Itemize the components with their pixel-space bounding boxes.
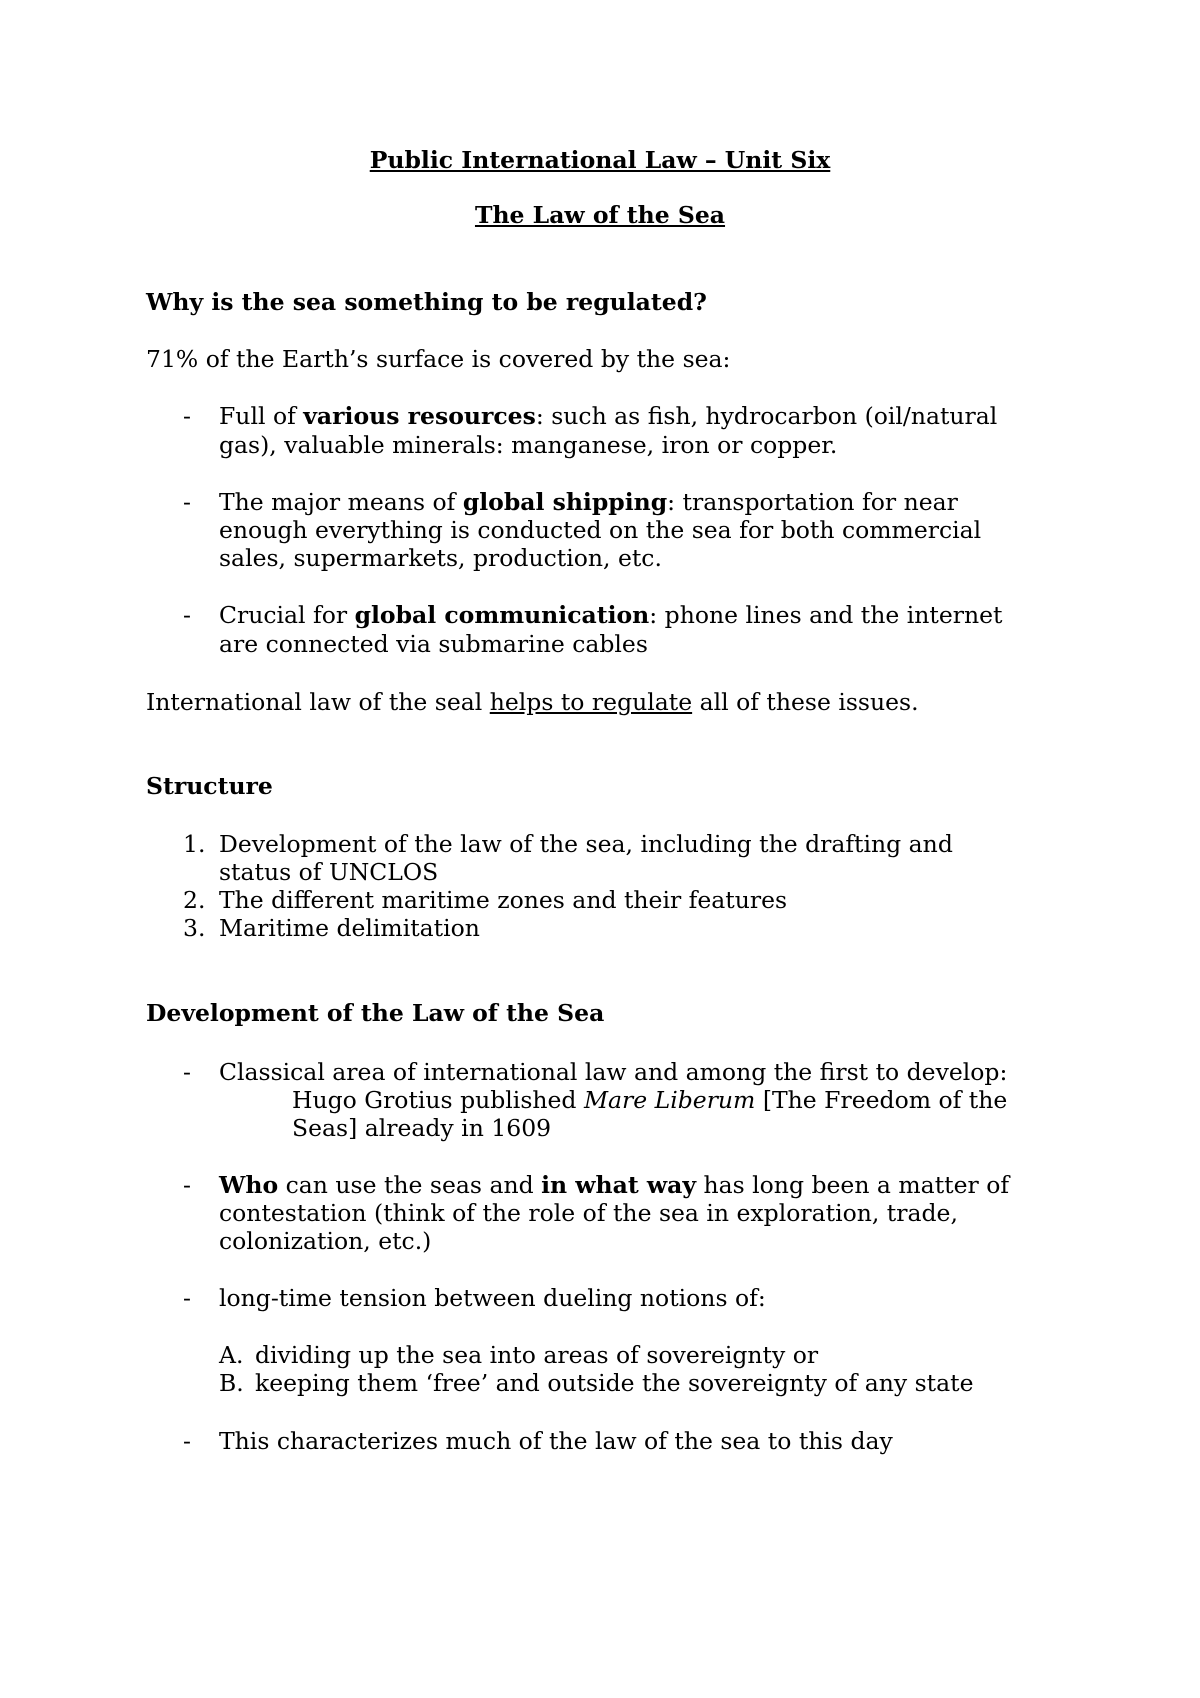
structure-item-3: Maritime delimitation <box>219 914 480 942</box>
bullet-marker: - <box>183 1427 191 1455</box>
sub-item-b: keeping them ‘free’ and outside the sovereignty of any state <box>255 1369 974 1397</box>
bullet-text: : transportation for near <box>667 488 958 516</box>
bullet-bold-text: global communication <box>354 601 650 629</box>
bullet-marker: - <box>183 402 191 430</box>
bullet-text: can use the seas and <box>278 1171 542 1199</box>
bullet-who <box>219 1171 1009 1199</box>
bullet-who-line2: contestation (think of the role of the sea in exploration, trade, <box>219 1199 958 1227</box>
bullet-shipping <box>219 488 958 516</box>
list-number: 3. <box>183 914 206 942</box>
bullet-communication-line2: are connected via submarine cables <box>219 630 648 658</box>
section-closing <box>146 688 919 716</box>
structure-item-2: The different maritime zones and their features <box>219 886 788 914</box>
section-heading-regulation: Why is the sea something to be regulated? <box>146 288 707 316</box>
structure-item-1: Development of the law of the sea, including the drafting and <box>219 830 953 858</box>
bullet-shipping-line2: enough everything is conducted on the sea for both commercial <box>219 516 982 544</box>
section-heading-structure: Structure <box>146 772 273 800</box>
sub-item-a: dividing up the sea into areas of sovereignty or <box>255 1341 819 1369</box>
section-intro: 71% of the Earth’s surface is covered by the sea: <box>146 345 731 373</box>
bullet-resources-line2: gas), valuable minerals: manganese, iron or copper. <box>219 431 838 459</box>
sub-item-a-label: A. <box>219 1341 244 1369</box>
closing-underlined-text: helps to regulate <box>489 688 693 716</box>
list-number: 1. <box>183 830 206 858</box>
bullet-classical-line2 <box>292 1086 1007 1114</box>
bullet-characterizes: This characterizes much of the law of the sea to this day <box>219 1427 893 1455</box>
bullet-resources <box>219 402 997 430</box>
bullet-communication <box>219 601 1002 629</box>
section-heading-development: Development of the Law of the Sea <box>146 999 605 1027</box>
bullet-marker: - <box>183 1171 191 1199</box>
bullet-tension: long-time tension between dueling notions of: <box>219 1284 766 1312</box>
bullet-bold-text: Who <box>219 1171 279 1199</box>
closing-text: International law of the seal <box>146 688 490 716</box>
bullet-classical-line3: Seas] already in 1609 <box>292 1114 552 1142</box>
bullet-text: : phone lines and the internet <box>649 601 1003 629</box>
bullet-marker: - <box>183 488 191 516</box>
bullet-bold-text: global shipping <box>462 488 668 516</box>
document-subtitle: The Law of the Sea <box>474 201 726 229</box>
bullet-marker: - <box>183 1058 191 1086</box>
document-title: Public International Law – Unit Six <box>369 146 831 174</box>
bullet-text: Crucial for <box>219 601 355 629</box>
book-title: Mare Liberum <box>583 1086 756 1114</box>
bullet-text: has long been a matter of <box>696 1171 1010 1199</box>
bullet-shipping-line3: sales, supermarkets, production, etc. <box>219 544 662 572</box>
bullet-text: [The Freedom of the <box>755 1086 1008 1114</box>
list-number: 2. <box>183 886 206 914</box>
sub-item-b-label: B. <box>219 1369 244 1397</box>
bullet-text: : such as fish, hydrocarbon (oil/natural <box>535 402 998 430</box>
bullet-text: The major means of <box>219 488 463 516</box>
bullet-bold-text: various resources <box>303 402 536 430</box>
bullet-marker: - <box>183 601 191 629</box>
bullet-text: Full of <box>219 402 304 430</box>
structure-item-1-line2: status of UNCLOS <box>219 858 439 886</box>
bullet-text: Hugo Grotius published <box>292 1086 584 1114</box>
bullet-bold-text: in what way <box>541 1171 696 1199</box>
bullet-classical: Classical area of international law and among the first to develop: <box>219 1058 1008 1086</box>
bullet-who-line3: colonization, etc.) <box>219 1227 432 1255</box>
bullet-marker: - <box>183 1284 191 1312</box>
closing-text: all of these issues. <box>692 688 919 716</box>
